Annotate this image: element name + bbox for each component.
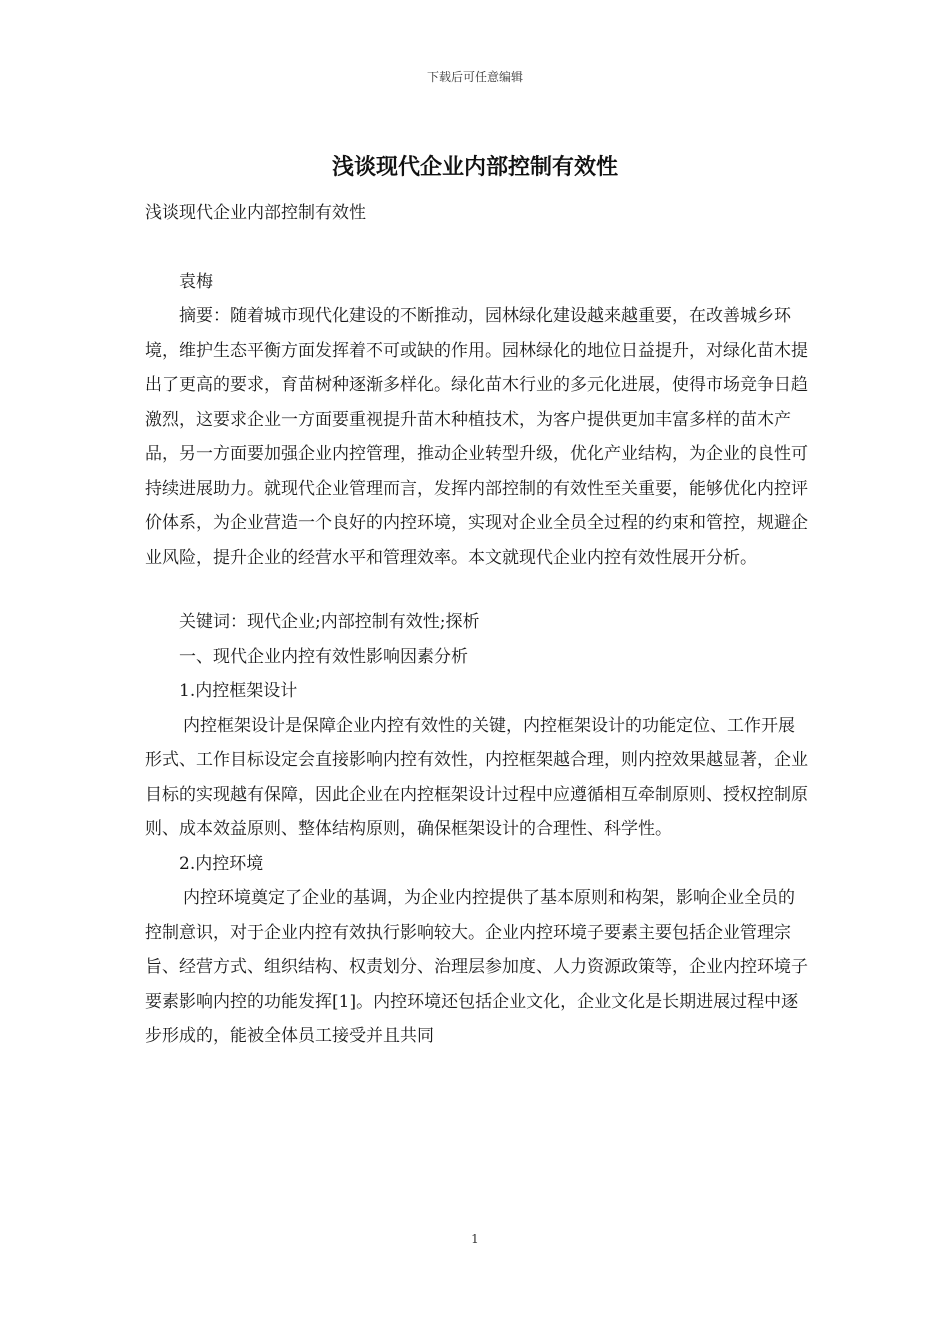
subsection-body-2: 内控环境奠定了企业的基调，为企业内控提供了基本原则和构架，影响企业全员的控制意识，对于企业内控有效执行影响较大。企业内控环境子要素主要包括企业管理宗旨、经营方式、组织结构、权责划分、治理层参加度、人力资源政策等，企业内控环境子要素影响内控的功能发挥[1]。内控环境还包括企业文化，企业文化是长期进展过程中逐步形成的，能被全体员工接受并且共同 [145,888,808,1046]
subtitle: 浅谈现代企业内部控制有效性 [145,203,366,223]
section-heading-1: 一、现代企业内控有效性影响因素分析 [179,646,468,667]
subsection-body-1: 内控框架设计是保障企业内控有效性的关键，内控框架设计的功能定位、工作开展形式、工作目标设定会直接影响内控有效性，内控框架越合理，则内控效果越显著，企业目标的实现越有保障，因此企业在内控框架设计过程中应遵循相互牵制原则、授权控制原则、成本效益原则、整体结构原则，确保框架设计的合理性、科学性。 [145,715,808,839]
header-note: 下载后可任意编辑 [426,70,523,84]
document-title: 浅谈现代企业内部控制有效性 [331,155,618,180]
subsection-heading-1: 1.内控框架设计 [179,681,298,701]
document-body [145,196,810,1054]
keywords: 关键词：现代企业;内部控制有效性;探析 [179,612,480,632]
author: 袁梅 [179,271,213,292]
subsection-heading-2: 2.内控环境 [179,853,264,874]
abstract-paragraph: 摘要：随着城市现代化建设的不断推动，园林绿化建设越来越重要，在改善城乡环境，维护生态平衡方面发挥着不可或缺的作用。园林绿化的地位日益提升，对绿化苗木提出了更高的要求，育苗树种逐渐多样化。绿化苗木行业的多元化进展，使得市场竞争日趋激烈，这要求企业一方面要重视提升苗木种植技术，为客户提供更加丰富多样的苗木产品，另一方面要加强企业内控管理，推动企业转型升级，优化产业结构，为企业的良性可持续进展助力。就现代企业管理而言，发挥内部控制的有效性至关重要，能够优化内控评价体系，为企业营造一个良好的内控环境，实现对企业全员全过程的约束和管控，规避企业风险，提升企业的经营水平和管理效率。本文就现代企业内控有效性展开分析。 [145,306,808,568]
page-number: 1 [471,1232,479,1246]
